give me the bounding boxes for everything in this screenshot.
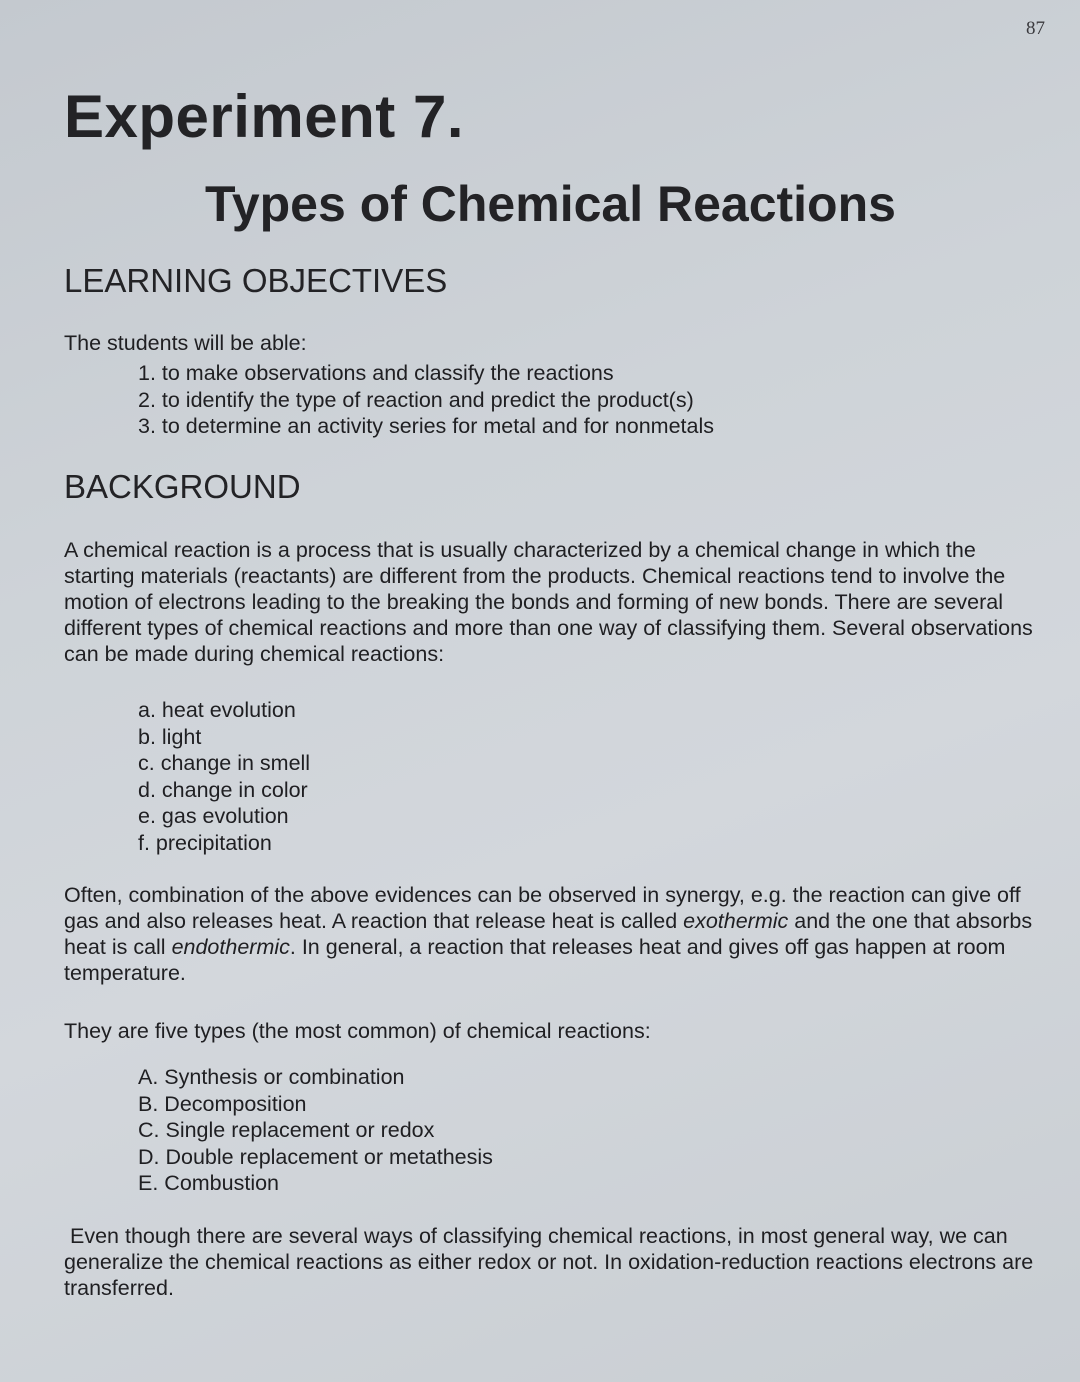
page-number: 87 <box>1026 18 1045 39</box>
list-item: D. Double replacement or metathesis <box>138 1144 493 1169</box>
term-endothermic: endothermic <box>171 935 290 959</box>
background-paragraph-1: A chemical reaction is a process that is usually characterized by a chemical change in which the starting materials (reactants) are different from the products. Chemical reactions tend to involve the motion of electrons leading to the breaking the bonds and forming of new bonds. There are several different types of chemical reactions and more than one way of classifying them. Several observations can be made during chemical reactions: <box>64 538 1033 666</box>
paragraph-text: . In general, a reaction that releases heat and gives off gas happen at room temperature. <box>64 935 1006 985</box>
term-exothermic: exothermic <box>683 909 789 933</box>
objectives-list <box>138 360 714 440</box>
list-item: 3. to determine an activity series for metal and for nonmetals <box>138 414 714 438</box>
objectives-heading: LEARNING OBJECTIVES <box>64 262 448 299</box>
list-item: e. gas evolution <box>138 804 289 828</box>
reaction-types-list <box>138 1064 493 1197</box>
list-item: c. change in smell <box>138 751 311 775</box>
observations-list <box>138 697 310 856</box>
paragraph-text: and the one that absorbs heat is call <box>64 909 1033 959</box>
list-item: a. heat evolution <box>138 698 296 722</box>
list-item: B. Decomposition <box>138 1091 307 1116</box>
list-item: A. Synthesis or combination <box>138 1065 405 1089</box>
list-item: 1. to make observations and classify the reactions <box>138 361 614 385</box>
list-item: E. Combustion <box>138 1171 280 1195</box>
background-heading: BACKGROUND <box>64 468 301 505</box>
paragraph-text: Often, combination of the above evidences can be observed in synergy, e.g. the reaction can give off gas and also releases heat. A reaction that release heat is called <box>64 883 1021 933</box>
background-paragraph-3: Even though there are several ways of classifying chemical reactions, in most general way, we can generalize the chemical reactions as either redox or not. In oxidation-reduction reactions electrons are transferred. <box>64 1224 1034 1300</box>
objectives-intro: The students will be able: <box>64 331 307 355</box>
types-intro: They are five types (the most common) of chemical reactions: <box>64 1019 651 1043</box>
experiment-title: Experiment 7. <box>64 83 464 150</box>
background-paragraph-2 <box>64 882 1044 986</box>
experiment-subtitle: Types of Chemical Reactions <box>205 176 896 232</box>
list-item: f. precipitation <box>138 830 272 855</box>
list-item: d. change in color <box>138 777 308 802</box>
list-item: b. light <box>138 724 202 749</box>
list-item: 2. to identify the type of reaction and predict the product(s) <box>138 387 694 412</box>
list-item: C. Single replacement or redox <box>138 1118 435 1142</box>
